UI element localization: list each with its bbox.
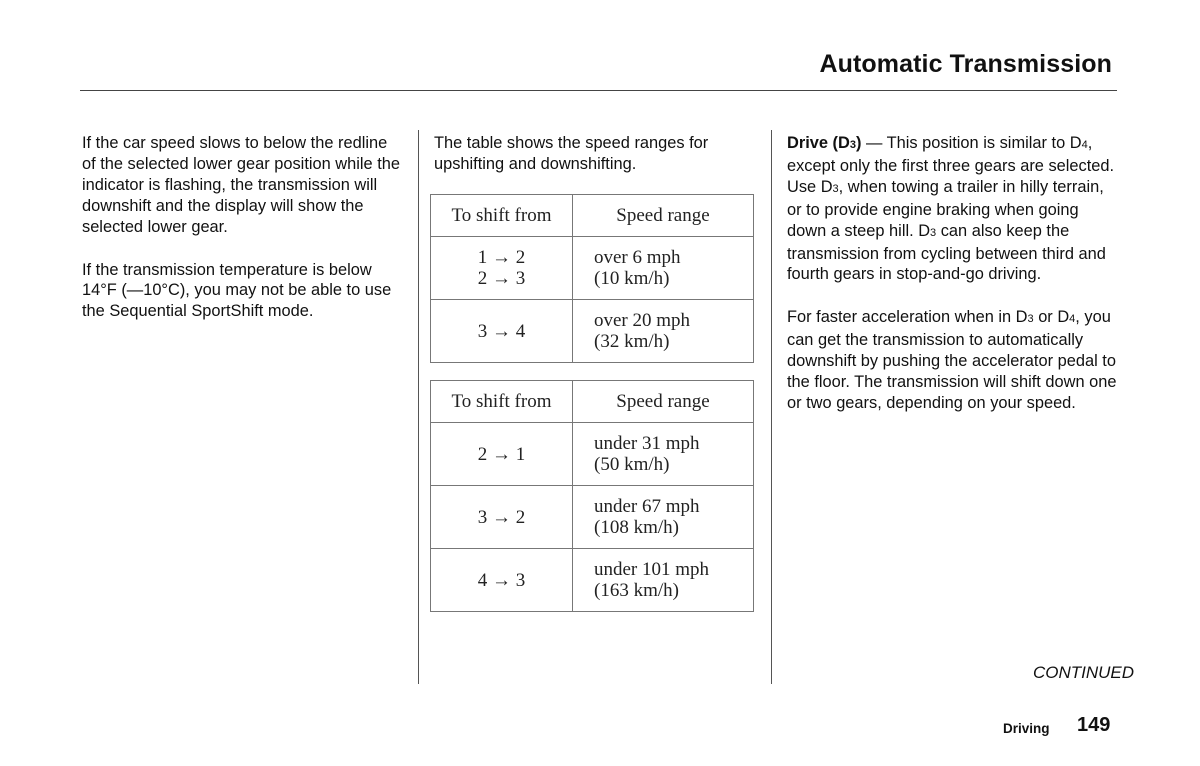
paragraph-faster-acceleration: For faster acceleration when in D3 or D4, you can get the transmission to automatically downshift by pushing the accelerator pedal to the floor. The transmission will shift down one or two gears, depending on your speed. <box>787 308 1117 412</box>
drive-d3-heading: Drive (D3) <box>787 134 862 152</box>
range-cell: over 6 mph (10 km/h) <box>573 237 754 300</box>
table-row <box>431 549 754 612</box>
table-row <box>431 300 754 363</box>
paragraph-temperature: If the transmission temperature is below 14°F (—10°C), you may not be able to use the Sequential SportShift mode. <box>82 260 392 321</box>
range-cell: over 20 mph (32 km/h) <box>573 300 754 363</box>
header-shift-from: To shift from <box>431 381 573 423</box>
continued-label: CONTINUED <box>1032 663 1134 682</box>
shift-cell: 1 → 2 2 → 3 <box>431 237 573 300</box>
column-divider-left <box>418 130 419 684</box>
table-row <box>431 486 754 549</box>
column-3 <box>787 133 1117 436</box>
header-speed-range: Speed range <box>573 381 754 423</box>
range-cell: under 101 mph (163 km/h) <box>573 549 754 612</box>
shift-cell: 2 → 1 <box>431 423 573 486</box>
range-cell: under 67 mph (108 km/h) <box>573 486 754 549</box>
table-header-row <box>431 195 754 237</box>
paragraph-downshift-indicator: If the car speed slows to below the redline of the selected lower gear position while the indicator is flashing, the transmission will downshift and the display will show the selected lower gear. <box>82 134 400 236</box>
range-cell: under 31 mph (50 km/h) <box>573 423 754 486</box>
column-2 <box>434 133 754 197</box>
shift-cell: 3 → 4 <box>431 300 573 363</box>
footer-section-name: Driving <box>1003 721 1050 736</box>
column-1 <box>82 133 400 344</box>
upshift-table <box>430 194 754 363</box>
page-number: 149 <box>1077 714 1111 736</box>
header-speed-range: Speed range <box>573 195 754 237</box>
shift-cell: 4 → 3 <box>431 549 573 612</box>
column-divider-right <box>771 130 772 684</box>
table-row <box>431 423 754 486</box>
downshift-table <box>430 380 754 612</box>
table-intro: The table shows the speed ranges for upshifting and downshifting. <box>434 134 709 173</box>
shift-cell: 3 → 2 <box>431 486 573 549</box>
page-title: Automatic Transmission <box>819 50 1112 78</box>
title-rule <box>80 90 1117 91</box>
paragraph-drive-d3: Drive (D3) — This position is similar to D4, except only the first three gears are selected. Use D3, when towing a trailer in hilly terrain, or to provide engine braking when going down a steep hill. D3 can also keep the transmission from cycling between third and fourth gears in stop-and-go driving. <box>787 134 1115 284</box>
table-header-row <box>431 381 754 423</box>
header-shift-from: To shift from <box>431 195 573 237</box>
table-row <box>431 237 754 300</box>
